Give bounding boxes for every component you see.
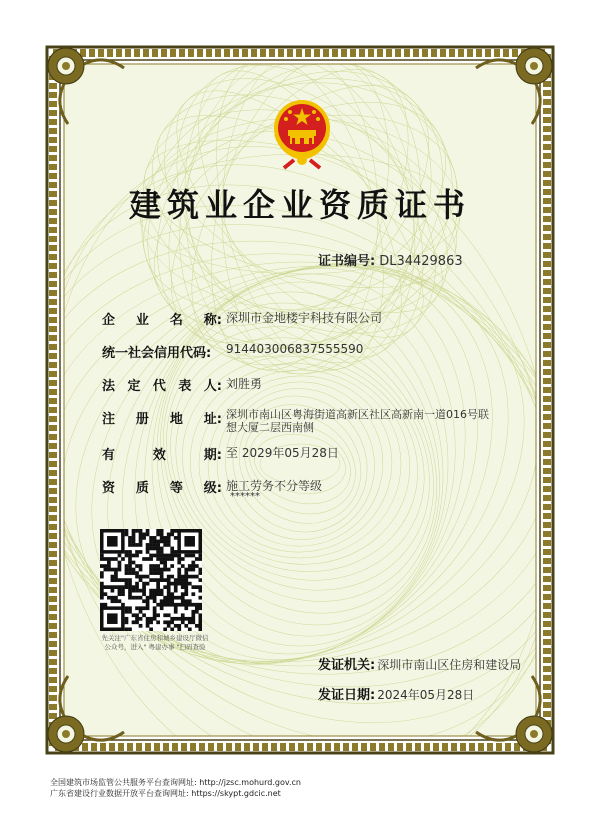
national-emblem-icon — [270, 98, 334, 170]
field-label: 法 定 代 表 人: — [102, 379, 222, 394]
qr-caption: 先关注"广东省住房和城乡建设厅微信公众号，进入" 粤建办事 "扫码查验 — [101, 634, 209, 651]
field-qualification-level — [102, 477, 322, 496]
certificate-number-label: 证书编号: — [318, 254, 376, 269]
field-label: 企 业 名 称: — [102, 313, 222, 328]
issuer-value: 深圳市南山区住房和建设局 — [377, 658, 522, 672]
field-validity-period — [102, 444, 339, 463]
footer-line-national: 全国建筑市场监管公共服务平台查询网址: http://jzsc.mohurd.gov.cn — [50, 778, 301, 787]
company-name-value: 深圳市金地楼宇科技有限公司 — [226, 311, 383, 325]
footer-query-urls — [50, 777, 301, 799]
certificate-number-value: DL34429863 — [379, 254, 463, 269]
issue-date-value: 2024年05月28日 — [377, 688, 475, 702]
field-label: 有 效 期: — [102, 448, 222, 463]
field-label: 资 质 等 级: — [102, 481, 222, 496]
certificate-number — [318, 250, 463, 269]
qualification-note: ****** — [230, 491, 260, 502]
issue-date — [318, 684, 474, 703]
certificate-title: 建筑业企业资质证书 — [128, 186, 471, 224]
credit-code-value: 914403006837555590 — [226, 342, 364, 356]
qr-code — [100, 529, 202, 631]
field-label: 注 册 地 址: — [102, 412, 222, 427]
legal-representative-value: 刘胜勇 — [226, 377, 263, 391]
footer-line-provincial: 广东省建设行业数据开放平台查询网址: https://skypt.gdcic.net — [50, 789, 281, 798]
field-label: 统一社会信用代码: — [102, 346, 212, 361]
field-company-name — [102, 309, 382, 328]
registered-address-value: 深圳市南山区粤海街道高新区社区高新南一道016号联想大厦二层西南侧 — [226, 408, 489, 434]
issue-date-label: 发证日期: — [318, 688, 376, 703]
field-registered-address — [102, 408, 496, 434]
field-credit-code — [102, 342, 363, 361]
qr-code-icon — [100, 529, 202, 631]
qualification-level-value: 施工劳务不分等级 — [226, 479, 323, 493]
validity-period-value: 至 2029年05月28日 — [226, 446, 339, 460]
field-legal-representative — [102, 375, 262, 394]
issuing-authority — [318, 654, 521, 673]
issuer-label: 发证机关: — [318, 658, 376, 673]
